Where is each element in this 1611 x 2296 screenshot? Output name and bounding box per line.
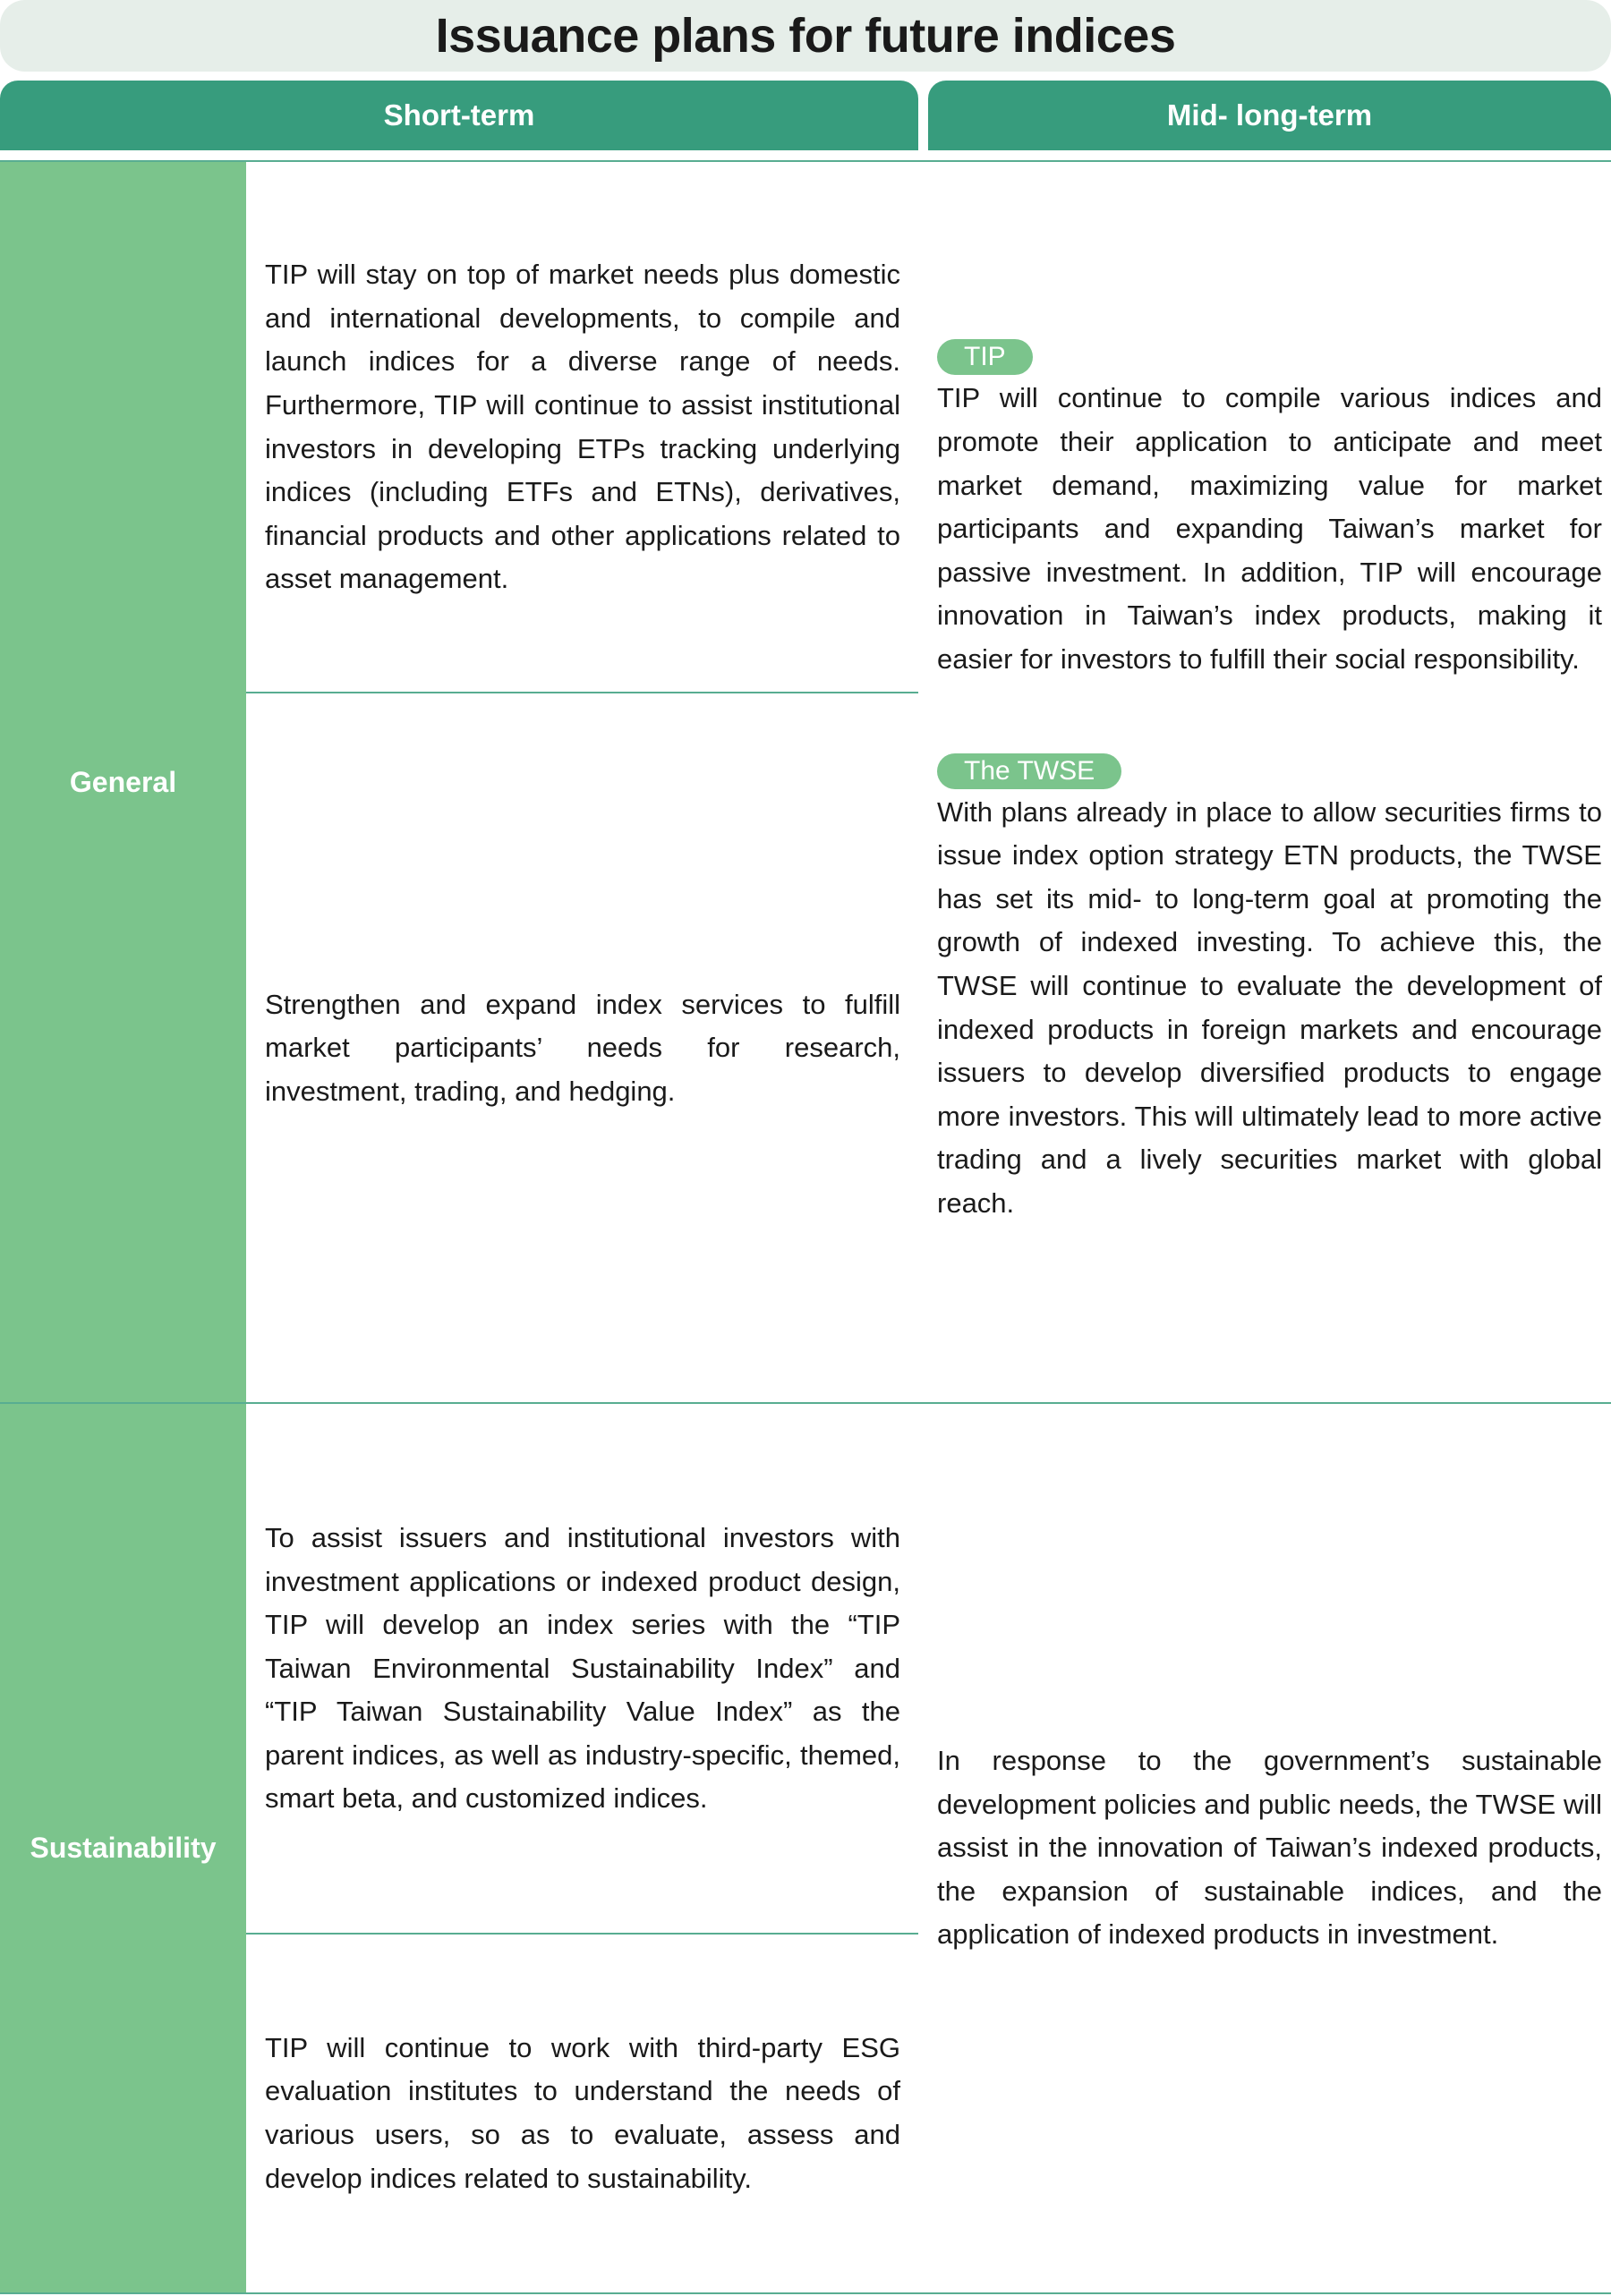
general-short-term-cell-1 (265, 162, 900, 693)
general-mid-term-cell (937, 162, 1602, 1403)
column-header-label: Mid- long-term (1166, 98, 1373, 132)
tip-badge: TIP (937, 339, 1033, 375)
twse-plan (937, 753, 1602, 1226)
cell-text: In response to the government’s sustainable development policies and public needs, the TWSE will assist in the innovation of Taiwan’s indexed products, the expansion of sustainable indices, and the application of indexed products in investment. (937, 1745, 1602, 1951)
row-label-general (0, 162, 246, 1403)
page-title: Issuance plans for future indices (435, 9, 1176, 63)
row-label-text: Sustainability (30, 1832, 217, 1864)
cell-text: With plans already in place to allow securities firms to issue index option strategy ETN products, the TWSE has set its mid- to long-term goal at promoting the growth of indexed investing. To achieve this, the TWSE will continue to evaluate the development of indexed products in foreign markets and encourage issuers to develop diversified products to engage more investors. This will ultimately lead to more active trading and a lively securities market with global reach. (937, 795, 1602, 1219)
title-banner (0, 0, 1611, 72)
twse-badge: The TWSE (937, 753, 1121, 789)
sustainability-short-term-cell-2 (265, 1935, 900, 2292)
cell-text: TIP will continue to compile various indices and promote their application to anticipate and meet market demand, maximizing value for market participants and expanding Taiwan’s market for passive investment. In addition, TIP will encourage innovation in Taiwan’s index products, making it easier for investors to fulfill their social responsibility. (937, 382, 1602, 676)
column-header-label: Short-term (383, 98, 535, 132)
tip-plan (937, 339, 1602, 681)
row-label-text: General (69, 766, 177, 798)
cell-text: To assist issuers and institutional investors with investment applications or indexed product design, TIP will develop an index series with the “TIP Taiwan Environmental Sustainability Index” and “TIP Taiwan Sustainability Value Index” as the parent indices, as well as industry-specific, themed, smart beta, and customized indices. (265, 1521, 900, 1815)
column-header-short-term (0, 81, 918, 150)
sustainability-mid-term-cell (937, 1404, 1602, 2292)
cell-text: TIP will continue to work with third-party ESG evaluation institutes to understand the needs of various users, so as to evaluate, assess and develop indices related to sustainability. (265, 2031, 900, 2194)
sustainability-short-term-cell-1 (265, 1404, 900, 1934)
cell-text: Strengthen and expand index services to fulfill market participants’ needs for research, investment, trading, and hedging. (265, 988, 900, 1107)
table-bottom-rule (0, 2292, 1611, 2294)
general-short-term-cell-2 (265, 693, 900, 1403)
cell-text: TIP will stay on top of market needs plus domestic and international developments, to compile and launch indices for a diverse range of needs. Furthermore, TIP will continue to assist institutional investors in developing ETPs tracking underlying indices (including ETFs and ETNs), derivatives, financial products and other applications related to asset management. (265, 259, 900, 595)
column-header-mid-long-term (928, 81, 1611, 150)
row-label-sustainability (0, 1404, 246, 2292)
